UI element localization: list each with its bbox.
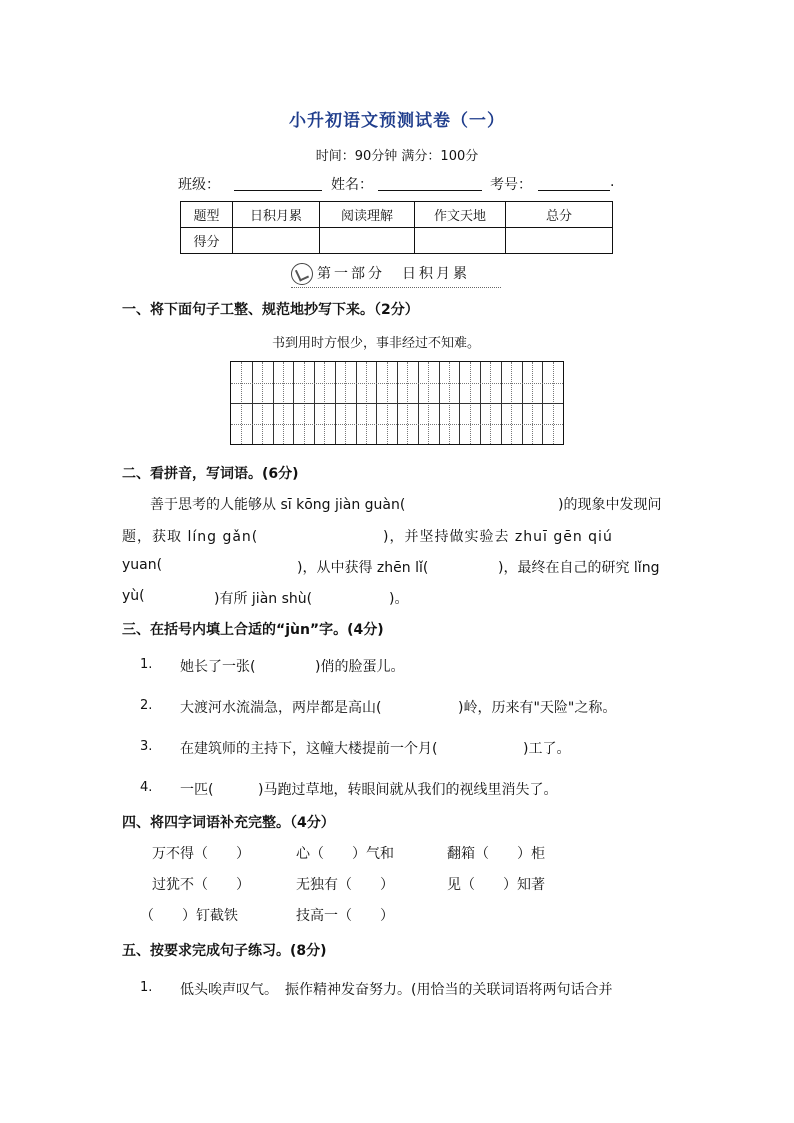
score-table-cell: 阅读理解: [320, 202, 415, 228]
idiom-blank: 万不得（ ）: [152, 846, 250, 862]
exam-no-field[interactable]: [538, 176, 610, 191]
score-table-cell: 题型: [181, 202, 233, 228]
q5-item-number: 1.: [140, 980, 153, 995]
idiom-blank: 无独有（ ）: [296, 877, 394, 893]
score-row-label: 得分: [181, 228, 233, 254]
name-field[interactable]: [378, 176, 482, 191]
score-table-cell: 作文天地: [415, 202, 506, 228]
score-table-score-row: [181, 228, 613, 254]
name-label: 姓名：: [331, 177, 373, 193]
exam-no-label: 考号：: [490, 177, 532, 193]
copy-writing-grid[interactable]: [230, 361, 564, 445]
grid-row-line: [231, 403, 563, 404]
page-title: 小升初语文预测试卷（一）: [289, 111, 505, 131]
q2-line2-end: )，并坚持做实验去 zhuī gēn qiú: [383, 529, 613, 545]
score-table-cell: 日积月累: [233, 202, 320, 228]
idiom-blank: （ ）钉截铁: [140, 908, 238, 924]
q2-line2-start: 题，获取 líng gǎn(: [122, 529, 259, 545]
score-cell-daily[interactable]: [233, 228, 320, 254]
q3-item-1-start: 她长了一张(: [180, 659, 256, 675]
q3-item-2-end: )岭，历来有"天险"之称。: [458, 700, 617, 716]
score-cell-total[interactable]: [506, 228, 613, 254]
q5-heading: 五、按要求完成句子练习。(8分): [122, 943, 327, 959]
q2-line1-end: )的现象中发现问: [558, 497, 662, 513]
q3-item-3-end: )工了。: [523, 741, 571, 757]
q2-line4-start: yù(: [122, 588, 145, 604]
q3-item-4-start: 一匹(: [180, 782, 214, 798]
class-field[interactable]: [234, 176, 322, 191]
q2-line4-mid: )有所 jiàn shù(: [214, 591, 313, 607]
q4-heading: 四、将四字词语补充完整。（4分）: [122, 815, 335, 831]
q1-sentence: 书到用时方恨少，事非经过不知难。: [272, 336, 481, 351]
score-cell-writing[interactable]: [415, 228, 506, 254]
info-end-dot: .: [610, 174, 615, 190]
q3-item-3-start: 在建筑师的主持下，这幢大楼提前一个月(: [180, 741, 438, 757]
idiom-blank: 见（ ）知著: [447, 877, 545, 893]
idiom-blank: 翻箱（ ）柜: [447, 846, 545, 862]
q3-item-number: 4.: [140, 780, 153, 795]
score-table-cell: 总分: [506, 202, 613, 228]
q5-item-1-text: 低头唉声叹气。 振作精神发奋努力。(用恰当的关联词语将两句话合并: [180, 982, 613, 998]
q2-line4-end: )。: [389, 591, 409, 607]
grid-guide-line: [231, 424, 563, 425]
q2-line1-start: 善于思考的人能够从 sī kōng jiàn guàn(: [150, 497, 406, 513]
q2-heading: 二、看拼音，写词语。(6分): [122, 466, 299, 482]
q3-item-2-start: 大渡河水流湍急，两岸都是高山(: [180, 700, 382, 716]
q3-item-number: 2.: [140, 698, 153, 713]
q3-item-number: 3.: [140, 739, 153, 754]
q1-heading: 一、将下面句子工整、规范地抄写下来。（2分）: [122, 302, 419, 318]
class-label: 班级：: [178, 177, 220, 193]
q2-line3-mid: )，从中获得 zhēn lǐ(: [297, 560, 429, 576]
part1-banner-label: 第一部分 日积月累: [317, 266, 470, 282]
q3-item-number: 1.: [140, 657, 153, 672]
grid-guide-line: [231, 383, 563, 384]
score-table: [180, 201, 613, 254]
q3-item-1-end: )俏的脸蛋儿。: [315, 659, 405, 675]
exam-time-score: 时间：90分钟 满分：100分: [315, 149, 479, 164]
idiom-blank: 过犹不（ ）: [152, 877, 250, 893]
q2-line3-start: yuan(: [122, 557, 163, 573]
part1-banner: [291, 263, 501, 288]
score-table-header-row: [181, 202, 613, 228]
idiom-blank: 心（ ）气和: [296, 846, 394, 862]
score-cell-reading[interactable]: [320, 228, 415, 254]
quill-emblem-icon: [291, 263, 313, 285]
q3-item-4-end: )马跑过草地，转眼间就从我们的视线里消失了。: [258, 782, 558, 798]
q3-heading: 三、在括号内填上合适的“jùn”字。(4分): [122, 622, 384, 638]
idiom-blank: 技高一（ ）: [296, 908, 394, 924]
q2-line3-end: )，最终在自己的研究 lǐng: [498, 560, 660, 576]
